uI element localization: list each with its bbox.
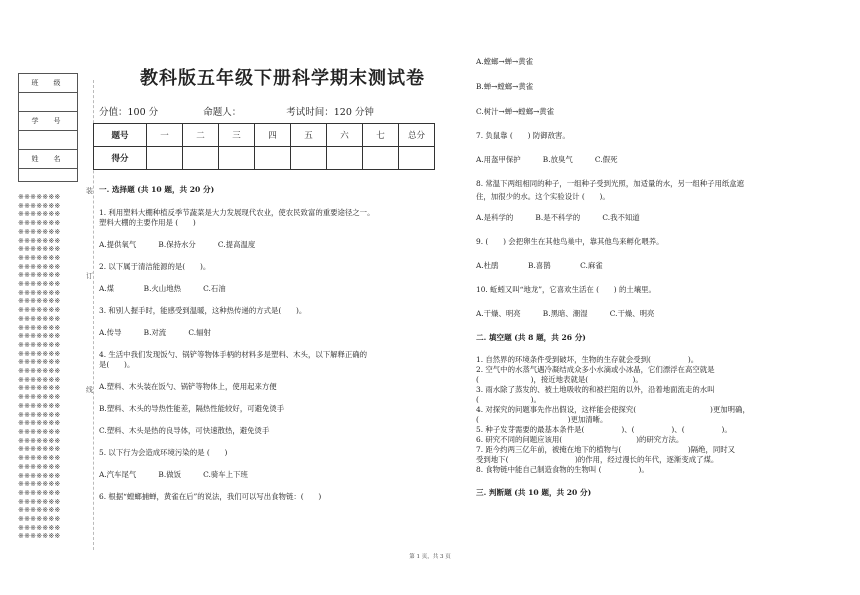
name-label: 姓 名 xyxy=(19,150,77,169)
fill-4-line-2: ( )更加清晰。 xyxy=(476,415,608,424)
exam-meta-row xyxy=(99,104,416,118)
question-1-line-1: 1. 利用塑料大棚种植反季节蔬菜是大力发展现代农业，使农民致富的重要途径之一。 xyxy=(99,208,375,217)
student-id-blank xyxy=(19,131,77,150)
question-4-line-1: 4. 生活中我们发现饭勺、锅铲等物体手柄的材料多是塑料、木头，以下解释正确的 xyxy=(99,350,368,359)
column-2: 二 xyxy=(183,124,219,147)
question-4-option-c: C.塑料、木头是热的良导体，可快速散热，避免烫手 xyxy=(99,426,270,435)
question-7-options: A.用盔甲保护 B.放臭气 C.假死 xyxy=(476,155,618,164)
section-true-false-heading: 三. 判断题 (共 10 题，共 20 分) xyxy=(476,488,592,497)
name-blank xyxy=(19,169,77,187)
question-10-options: A.干燥、明亮 B.黑暗、潮湿 C.干燥、明亮 xyxy=(476,309,655,318)
question-1-line-2: 塑料大棚的主要作用是 ( ) xyxy=(99,218,196,227)
section-fill-blank-heading: 二. 填空题 (共 8 题，共 26 分) xyxy=(476,333,586,342)
question-8-options: A.是科学的 B.是不科学的 C.我不知道 xyxy=(476,213,640,222)
fill-6: 6. 研究不同的问题应该用( )的研究方法。 xyxy=(476,435,684,444)
page-footer: 第 1 页，共 3 页 xyxy=(409,554,451,560)
score-cell xyxy=(183,147,219,170)
fill-4-line-1: 4. 对探究的问题事先作出假设，这样能会使探究( )更加明确， xyxy=(476,405,750,414)
score-cell xyxy=(255,147,291,170)
question-4-option-a: A.塑料、木头装在饭勺、锅铲等物体上，使用起来方便 xyxy=(99,382,277,391)
column-1: 一 xyxy=(147,124,183,147)
column-6: 六 xyxy=(327,124,363,147)
seal-mark-ding: 订 xyxy=(86,272,93,280)
column-3: 三 xyxy=(219,124,255,147)
column-7: 七 xyxy=(363,124,399,147)
question-2: 2. 以下属于清洁能源的是( )。 xyxy=(99,262,211,271)
score-table-header-row xyxy=(94,124,435,147)
exam-title: 教科版五年级下册科学期末测试卷 xyxy=(140,68,425,89)
binding-star-pattern: ※※※※※※※ ※※※※※※※ ※※※※※※※ ※※※※※※※ ※※※※※※※ ※※※※※※※ ※※※※※※※ ※※※※※※※ ※※※※※※※ ※※※※※※※ ※※※※※※※ ※※※※※※※ ※※※※※※※ ※※※※※※※ ※※※※※※※ ※※※※※※※ ※※※※※※※ ※※※※※※※ ※※※※※※※ ※※※※※※※ ※※※※※※※ ※※※※※※※ ※※※※※※※ ※※※※※※※ ※※※※※※※ ※※※※※※※ ※※※※※※※ ※※※※※※※ ※※※※※※※ ※※※※※※※ ※※※※※※※ ※※※※※※※ ※※※※※※※ ※※※※※※※ ※※※※※※※ ※※※※※※※ ※※※※※※※ ※※※※※※※ ※※※※※※※ ※※※※※※※ xyxy=(18,193,61,538)
question-6-option-a: A.螳螂→蝉→黄雀 xyxy=(476,57,534,66)
score-cell xyxy=(147,147,183,170)
class-blank xyxy=(19,93,77,112)
column-5: 五 xyxy=(291,124,327,147)
score-table-score-row xyxy=(94,147,435,170)
left-column xyxy=(99,185,444,502)
question-1-options: A.提供氧气 B.保持水分 C.提高温度 xyxy=(99,240,256,249)
question-3-options: A.传导 B.对流 C.辐射 xyxy=(99,328,211,337)
question-8-line-1: 8. 常温下两组相同的种子，一组种子受到光照，加适量的水，另一组种子用纸盒遮 xyxy=(476,179,745,188)
fill-2-line-1: 2. 空气中的水蒸气遇冷凝结成众多小水滴或小冰晶，它们漂浮在高空就是 xyxy=(476,365,715,374)
student-id-label: 学 号 xyxy=(19,112,77,131)
question-2-options: A.煤 B.火山地热 C.石油 xyxy=(99,284,226,293)
question-8-line-2: 住，加很少的水。这个实验设计 ( )。 xyxy=(476,192,610,201)
score-cell xyxy=(327,147,363,170)
seal-mark-zhuang: 装 xyxy=(86,187,93,195)
question-4-option-b: B.塑料、木头的导热性能差，隔热性能较好，可避免烫手 xyxy=(99,404,285,413)
exam-time: 考试时间：120 分钟 xyxy=(286,107,374,118)
question-10: 10. 蚯蚓又叫“地龙”，它喜欢生活在 ( ) 的土壤里。 xyxy=(476,285,656,294)
fill-5: 5. 种子发芽需要的最基本条件是( )、( )、( )。 xyxy=(476,425,732,434)
fill-1: 1. 自然界的环境条件受到破坏，生物的生存就会受到( )。 xyxy=(476,355,699,364)
question-3: 3. 和别人握手时，能感受到温暖，这种热传递的方式是( )。 xyxy=(99,306,307,315)
question-5: 5. 以下行为会造成环境污染的是 ( ) xyxy=(99,448,228,457)
student-info-box xyxy=(18,73,78,182)
fill-7-line-2: 受到地下( )的作用，经过漫长的年代，逐渐变成了煤。 xyxy=(476,455,719,464)
fill-2-line-2: ( )，接近地表就是( )。 xyxy=(476,375,643,384)
question-4-line-2: 是( )。 xyxy=(99,360,135,369)
section-multiple-choice-heading: 一. 选择题 (共 10 题，共 20 分) xyxy=(99,185,215,194)
score-total: 分值：100 分 xyxy=(99,107,159,118)
author-label: 命题人： xyxy=(203,107,242,118)
question-6: 6. 根据“螳螂捕蝉，黄雀在后”的说法，我们可以写出食物链：( ) xyxy=(99,492,322,501)
score-cell xyxy=(219,147,255,170)
fill-3-line-1: 3. 雨水除了蒸发的、被土地吸收的和被拦阻的以外，沿着地面流走的水叫 xyxy=(476,385,715,394)
fill-8: 8. 食物链中能自己制造食物的生物叫 ( )。 xyxy=(476,465,649,474)
question-number-label: 题号 xyxy=(94,124,147,147)
question-6-option-c: C.树汁→蝉→螳螂→黄雀 xyxy=(476,107,555,116)
question-6-option-b: B.蝉→螳螂→黄雀 xyxy=(476,82,534,91)
question-9: 9. ( ) 会把卵生在其他鸟巢中，靠其他鸟来孵化喂养。 xyxy=(476,237,664,246)
question-5-options: A.汽车尾气 B.做饭 C.骑车上下班 xyxy=(99,470,248,479)
right-column xyxy=(476,57,846,498)
seal-mark-xian: 线 xyxy=(86,386,93,394)
question-9-options: A.杜鹃 B.喜鹊 C.麻雀 xyxy=(476,261,603,270)
fill-7-line-1: 7. 距今约两三亿年前，被掩在地下的植物与( )隔绝，同时又 xyxy=(476,445,736,454)
score-table xyxy=(93,123,435,170)
score-label: 得分 xyxy=(94,147,147,170)
score-cell xyxy=(291,147,327,170)
question-7: 7. 负鼠靠 ( ) 防御敌害。 xyxy=(476,131,570,140)
column-4: 四 xyxy=(255,124,291,147)
class-label: 班 级 xyxy=(19,74,77,93)
score-cell xyxy=(363,147,399,170)
score-cell xyxy=(399,147,435,170)
column-total: 总分 xyxy=(399,124,435,147)
fill-3-line-2: ( )。 xyxy=(476,395,541,404)
